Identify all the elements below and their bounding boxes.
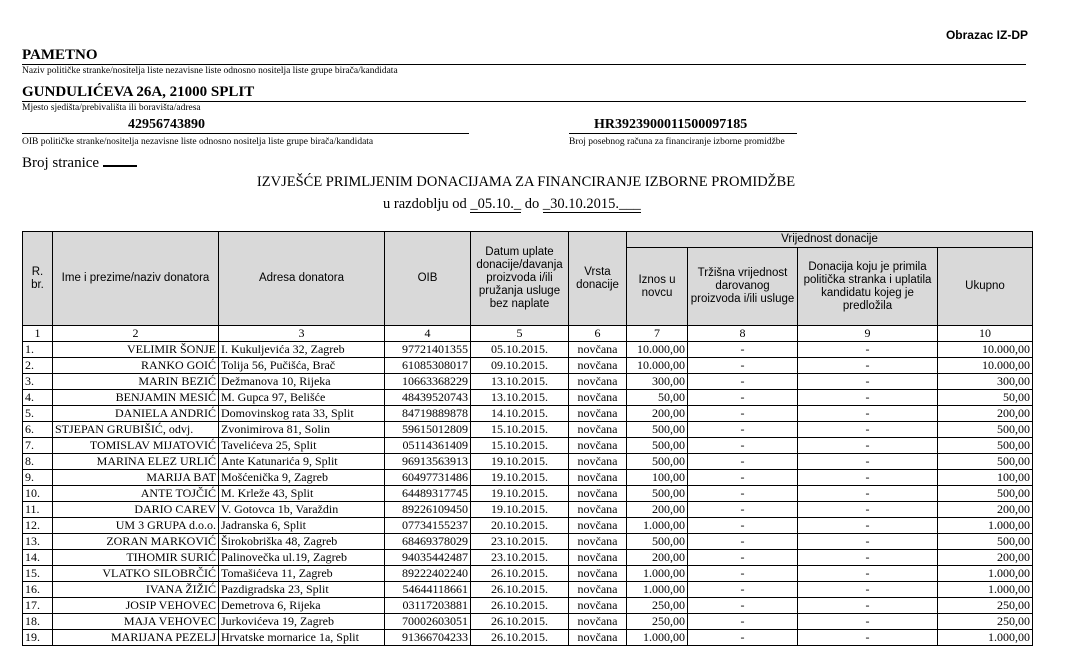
- period-prefix: u razdoblju od: [383, 196, 467, 212]
- cell-oib: 68469378029: [385, 534, 471, 550]
- cell-party: -: [798, 390, 938, 406]
- cell-date: 13.10.2015.: [471, 374, 569, 390]
- cell-total: 1.000,00: [938, 518, 1033, 534]
- cell-address: Domovinskog rata 33, Split: [219, 406, 385, 422]
- cell-oib: 97721401355: [385, 342, 471, 358]
- cell-total: 200,00: [938, 406, 1033, 422]
- cell-oib: 89226109450: [385, 502, 471, 518]
- header-rbr: R. br.: [23, 232, 53, 326]
- cell-total: 10.000,00: [938, 342, 1033, 358]
- header-address: Adresa donatora: [219, 232, 385, 326]
- cell-name: TOMISLAV MIJATOVIĆ: [53, 438, 219, 454]
- cell-name: DANIELA ANDRIĆ: [53, 406, 219, 422]
- account-value: HR3923900011500097185: [594, 117, 748, 132]
- oib-caption: OIB političke stranke/nositelja nezavisne liste odnosno nositelja liste grupe birača/kandidata: [22, 137, 374, 147]
- cell-party: -: [798, 358, 938, 374]
- cell-cash: 300,00: [627, 374, 688, 390]
- cell-rbr: 8.: [23, 454, 53, 470]
- form-id: Obrazac IZ-DP: [945, 28, 1028, 42]
- cell-party: -: [798, 566, 938, 582]
- cell-market: -: [688, 374, 798, 390]
- cell-party: -: [798, 502, 938, 518]
- report-period: [383, 196, 641, 213]
- cell-rbr: 6.: [23, 422, 53, 438]
- table-row: [23, 470, 1033, 486]
- cell-market: -: [688, 390, 798, 406]
- cell-oib: 05114361409: [385, 438, 471, 454]
- cell-cash: 200,00: [627, 502, 688, 518]
- column-number: 3: [219, 326, 385, 342]
- header-market: Tržišna vrijednost darovanog proizvoda i/ili usluge: [688, 248, 798, 326]
- cell-cash: 250,00: [627, 598, 688, 614]
- account-caption: Broj posebnog računa za financiranje izborne promidžbe: [569, 137, 785, 147]
- cell-address: V. Gotovca 1b, Varaždin: [219, 502, 385, 518]
- cell-rbr: 2.: [23, 358, 53, 374]
- table-row: [23, 454, 1033, 470]
- cell-name: JOSIP VEHOVEC: [53, 598, 219, 614]
- table-row: [23, 438, 1033, 454]
- cell-date: 19.10.2015.: [471, 486, 569, 502]
- cell-type: novčana: [569, 406, 627, 422]
- cell-type: novčana: [569, 566, 627, 582]
- cell-rbr: 10.: [23, 486, 53, 502]
- oib-value: 42956743890: [128, 117, 205, 132]
- cell-type: novčana: [569, 342, 627, 358]
- party-name: PAMETNO: [22, 47, 1026, 65]
- cell-address: Zvonimirova 81, Solin: [219, 422, 385, 438]
- cell-market: -: [688, 454, 798, 470]
- cell-rbr: 7.: [23, 438, 53, 454]
- cell-cash: 50,00: [627, 390, 688, 406]
- cell-name: RANKO GOIĆ: [53, 358, 219, 374]
- page-number-label: Broj stranice: [22, 155, 100, 171]
- cell-market: -: [688, 406, 798, 422]
- cell-market: -: [688, 630, 798, 646]
- cell-cash: 1.000,00: [627, 566, 688, 582]
- cell-market: -: [688, 550, 798, 566]
- cell-market: -: [688, 518, 798, 534]
- cell-rbr: 1.: [23, 342, 53, 358]
- cell-name: UM 3 GRUPA d.o.o.: [53, 518, 219, 534]
- cell-rbr: 5.: [23, 406, 53, 422]
- column-number: 6: [569, 326, 627, 342]
- cell-cash: 100,00: [627, 470, 688, 486]
- cell-name: MARIJA BAT: [53, 470, 219, 486]
- cell-date: 15.10.2015.: [471, 438, 569, 454]
- cell-total: 1.000,00: [938, 630, 1033, 646]
- cell-total: 250,00: [938, 598, 1033, 614]
- cell-name: MARINA ELEZ URLIĆ: [53, 454, 219, 470]
- cell-total: 1.000,00: [938, 582, 1033, 598]
- cell-date: 19.10.2015.: [471, 470, 569, 486]
- cell-party: -: [798, 582, 938, 598]
- cell-date: 14.10.2015.: [471, 406, 569, 422]
- cell-party: -: [798, 342, 938, 358]
- column-number-row: [23, 326, 1033, 342]
- table-row: [23, 374, 1033, 390]
- cell-type: novčana: [569, 598, 627, 614]
- cell-address: Tolija 56, Pučišća, Brač: [219, 358, 385, 374]
- cell-rbr: 15.: [23, 566, 53, 582]
- cell-oib: 48439520743: [385, 390, 471, 406]
- cell-oib: 70002603051: [385, 614, 471, 630]
- cell-total: 500,00: [938, 534, 1033, 550]
- cell-total: 500,00: [938, 438, 1033, 454]
- cell-oib: 84719889878: [385, 406, 471, 422]
- cell-rbr: 11.: [23, 502, 53, 518]
- cell-cash: 1.000,00: [627, 630, 688, 646]
- cell-name: ZORAN MARKOVIĆ: [53, 534, 219, 550]
- header-party: Donacija koju je primila politička stranka i uplatila kandidatu kojeg je predložila: [798, 248, 938, 326]
- cell-rbr: 19.: [23, 630, 53, 646]
- cell-address: M. Krleže 43, Split: [219, 486, 385, 502]
- cell-rbr: 12.: [23, 518, 53, 534]
- cell-rbr: 18.: [23, 614, 53, 630]
- table-row: [23, 598, 1033, 614]
- cell-oib: 91366704233: [385, 630, 471, 646]
- cell-type: novčana: [569, 438, 627, 454]
- cell-rbr: 9.: [23, 470, 53, 486]
- cell-cash: 500,00: [627, 454, 688, 470]
- cell-date: 20.10.2015.: [471, 518, 569, 534]
- cell-cash: 10.000,00: [627, 358, 688, 374]
- column-number: 4: [385, 326, 471, 342]
- cell-name: MAJA VEHOVEC: [53, 614, 219, 630]
- cell-total: 300,00: [938, 374, 1033, 390]
- cell-cash: 10.000,00: [627, 342, 688, 358]
- header-name: Ime i prezime/naziv donatora: [53, 232, 219, 326]
- header-total: Ukupno: [938, 248, 1033, 326]
- cell-date: 19.10.2015.: [471, 502, 569, 518]
- cell-total: 250,00: [938, 614, 1033, 630]
- cell-party: -: [798, 518, 938, 534]
- header-value-group: Vrijednost donacije: [627, 232, 1033, 248]
- cell-address: Demetrova 6, Rijeka: [219, 598, 385, 614]
- cell-address: Hrvatske mornarice 1a, Split: [219, 630, 385, 646]
- cell-oib: 89222402240: [385, 566, 471, 582]
- cell-address: M. Gupca 97, Belišće: [219, 390, 385, 406]
- cell-name: VLATKO SILOBRČIĆ: [53, 566, 219, 582]
- cell-oib: 07734155237: [385, 518, 471, 534]
- column-number: 5: [471, 326, 569, 342]
- cell-total: 1.000,00: [938, 566, 1033, 582]
- cell-total: 10.000,00: [938, 358, 1033, 374]
- column-number: 7: [627, 326, 688, 342]
- cell-address: Jurkovićeva 19, Zagreb: [219, 614, 385, 630]
- cell-type: novčana: [569, 422, 627, 438]
- cell-total: 50,00: [938, 390, 1033, 406]
- cell-address: Pazdigradska 23, Split: [219, 582, 385, 598]
- table-row: [23, 390, 1033, 406]
- cell-rbr: 16.: [23, 582, 53, 598]
- cell-name: IVANA ŽIŽIĆ: [53, 582, 219, 598]
- table-row: [23, 422, 1033, 438]
- cell-address: Jadranska 6, Split: [219, 518, 385, 534]
- column-number: 8: [688, 326, 798, 342]
- cell-cash: 250,00: [627, 614, 688, 630]
- cell-oib: 61085308017: [385, 358, 471, 374]
- column-number: 2: [53, 326, 219, 342]
- header-cash: Iznos u novcu: [627, 248, 688, 326]
- table-row: [23, 406, 1033, 422]
- cell-cash: 1.000,00: [627, 582, 688, 598]
- address: GUNDULIĆEVA 26A, 21000 SPLIT: [22, 84, 1026, 102]
- cell-date: 23.10.2015.: [471, 534, 569, 550]
- period-from: _05.10._: [470, 196, 522, 212]
- cell-name: STJEPAN GRUBIŠIĆ, odvj.: [53, 422, 219, 438]
- cell-date: 09.10.2015.: [471, 358, 569, 374]
- cell-party: -: [798, 422, 938, 438]
- table-row: [23, 566, 1033, 582]
- cell-date: 26.10.2015.: [471, 630, 569, 646]
- table-row: [23, 534, 1033, 550]
- cell-party: -: [798, 438, 938, 454]
- cell-address: Tavelićeva 25, Split: [219, 438, 385, 454]
- cell-oib: 54644118661: [385, 582, 471, 598]
- cell-type: novčana: [569, 358, 627, 374]
- cell-name: BENJAMIN MESIĆ: [53, 390, 219, 406]
- cell-rbr: 17.: [23, 598, 53, 614]
- cell-party: -: [798, 486, 938, 502]
- cell-date: 26.10.2015.: [471, 582, 569, 598]
- cell-date: 26.10.2015.: [471, 566, 569, 582]
- cell-party: -: [798, 550, 938, 566]
- cell-type: novčana: [569, 614, 627, 630]
- cell-party: -: [798, 406, 938, 422]
- cell-oib: 59615012809: [385, 422, 471, 438]
- cell-oib: 94035442487: [385, 550, 471, 566]
- cell-oib: 64489317745: [385, 486, 471, 502]
- cell-total: 500,00: [938, 454, 1033, 470]
- cell-party: -: [798, 470, 938, 486]
- cell-cash: 200,00: [627, 550, 688, 566]
- cell-type: novčana: [569, 454, 627, 470]
- cell-total: 100,00: [938, 470, 1033, 486]
- cell-rbr: 4.: [23, 390, 53, 406]
- cell-market: -: [688, 438, 798, 454]
- cell-party: -: [798, 614, 938, 630]
- cell-type: novčana: [569, 518, 627, 534]
- table-row: [23, 582, 1033, 598]
- cell-market: -: [688, 614, 798, 630]
- cell-market: -: [688, 566, 798, 582]
- cell-type: novčana: [569, 502, 627, 518]
- cell-cash: 200,00: [627, 406, 688, 422]
- table-row: [23, 358, 1033, 374]
- cell-market: -: [688, 422, 798, 438]
- cell-party: -: [798, 598, 938, 614]
- cell-date: 26.10.2015.: [471, 614, 569, 630]
- cell-address: Tomašićeva 11, Zagreb: [219, 566, 385, 582]
- cell-date: 15.10.2015.: [471, 422, 569, 438]
- cell-party: -: [798, 630, 938, 646]
- cell-address: Mošćenička 9, Zagreb: [219, 470, 385, 486]
- cell-type: novčana: [569, 486, 627, 502]
- cell-date: 23.10.2015.: [471, 550, 569, 566]
- cell-rbr: 14.: [23, 550, 53, 566]
- table-row: [23, 486, 1033, 502]
- page-number: [22, 153, 137, 172]
- cell-market: -: [688, 342, 798, 358]
- cell-address: Ante Katunarića 9, Split: [219, 454, 385, 470]
- donations-table: [22, 231, 1033, 646]
- header-oib: OIB: [385, 232, 471, 326]
- header-date: Datum uplate donacije/davanja proizvoda i/ili pružanja usluge bez naplate: [471, 232, 569, 326]
- account-line: [569, 133, 797, 134]
- table-row: [23, 630, 1033, 646]
- cell-total: 500,00: [938, 486, 1033, 502]
- cell-market: -: [688, 502, 798, 518]
- cell-party: -: [798, 374, 938, 390]
- cell-cash: 500,00: [627, 534, 688, 550]
- cell-date: 13.10.2015.: [471, 390, 569, 406]
- cell-date: 26.10.2015.: [471, 598, 569, 614]
- cell-type: novčana: [569, 534, 627, 550]
- cell-market: -: [688, 358, 798, 374]
- column-number: 1: [23, 326, 53, 342]
- party-name-caption: Naziv političke stranke/nositelja liste nezavisne liste odnosno nositelja liste grupe birača/kandidata: [22, 66, 398, 76]
- cell-name: VELIMIR ŠONJE: [53, 342, 219, 358]
- cell-name: MARIJANA PEZELJ: [53, 630, 219, 646]
- period-middle: do: [524, 196, 540, 212]
- cell-market: -: [688, 534, 798, 550]
- cell-date: 05.10.2015.: [471, 342, 569, 358]
- cell-cash: 1.000,00: [627, 518, 688, 534]
- cell-date: 19.10.2015.: [471, 454, 569, 470]
- cell-type: novčana: [569, 390, 627, 406]
- cell-address: I. Kukuljevića 32, Zagreb: [219, 342, 385, 358]
- column-number: 9: [798, 326, 938, 342]
- cell-name: TIHOMIR SURIĆ: [53, 550, 219, 566]
- report-title: IZVJEŠĆE PRIMLJENIM DONACIJAMA ZA FINANCIRANJE IZBORNE PROMIDŽBE: [256, 174, 796, 190]
- page-number-field[interactable]: [103, 153, 137, 167]
- cell-address: Širokobriška 48, Zagreb: [219, 534, 385, 550]
- address-caption: Mjesto sjedišta/prebivališta ili boravišta/adresa: [22, 103, 201, 113]
- table-row: [23, 550, 1033, 566]
- cell-oib: 10663368229: [385, 374, 471, 390]
- cell-total: 200,00: [938, 502, 1033, 518]
- cell-rbr: 13.: [23, 534, 53, 550]
- cell-address: Palinovečka ul.19, Zagreb: [219, 550, 385, 566]
- cell-cash: 500,00: [627, 422, 688, 438]
- oib-line: [22, 133, 469, 134]
- cell-cash: 500,00: [627, 438, 688, 454]
- cell-market: -: [688, 470, 798, 486]
- cell-type: novčana: [569, 470, 627, 486]
- table-row: [23, 342, 1033, 358]
- table-row: [23, 502, 1033, 518]
- cell-party: -: [798, 534, 938, 550]
- period-to: _30.10.2015.___: [542, 196, 641, 212]
- cell-party: -: [798, 454, 938, 470]
- cell-type: novčana: [569, 550, 627, 566]
- cell-name: ANTE TOJČIĆ: [53, 486, 219, 502]
- cell-cash: 500,00: [627, 486, 688, 502]
- table-row: [23, 518, 1033, 534]
- cell-total: 500,00: [938, 422, 1033, 438]
- cell-total: 200,00: [938, 550, 1033, 566]
- column-number: 10: [938, 326, 1033, 342]
- header-type: Vrsta donacije: [569, 232, 627, 326]
- cell-market: -: [688, 486, 798, 502]
- cell-market: -: [688, 582, 798, 598]
- table-row: [23, 614, 1033, 630]
- cell-oib: 96913563913: [385, 454, 471, 470]
- cell-name: DARIO CAREV: [53, 502, 219, 518]
- cell-oib: 60497731486: [385, 470, 471, 486]
- cell-market: -: [688, 598, 798, 614]
- cell-address: Dežmanova 10, Rijeka: [219, 374, 385, 390]
- cell-oib: 03117203881: [385, 598, 471, 614]
- cell-type: novčana: [569, 630, 627, 646]
- cell-name: MARIN BEZIĆ: [53, 374, 219, 390]
- cell-rbr: 3.: [23, 374, 53, 390]
- cell-type: novčana: [569, 374, 627, 390]
- cell-type: novčana: [569, 582, 627, 598]
